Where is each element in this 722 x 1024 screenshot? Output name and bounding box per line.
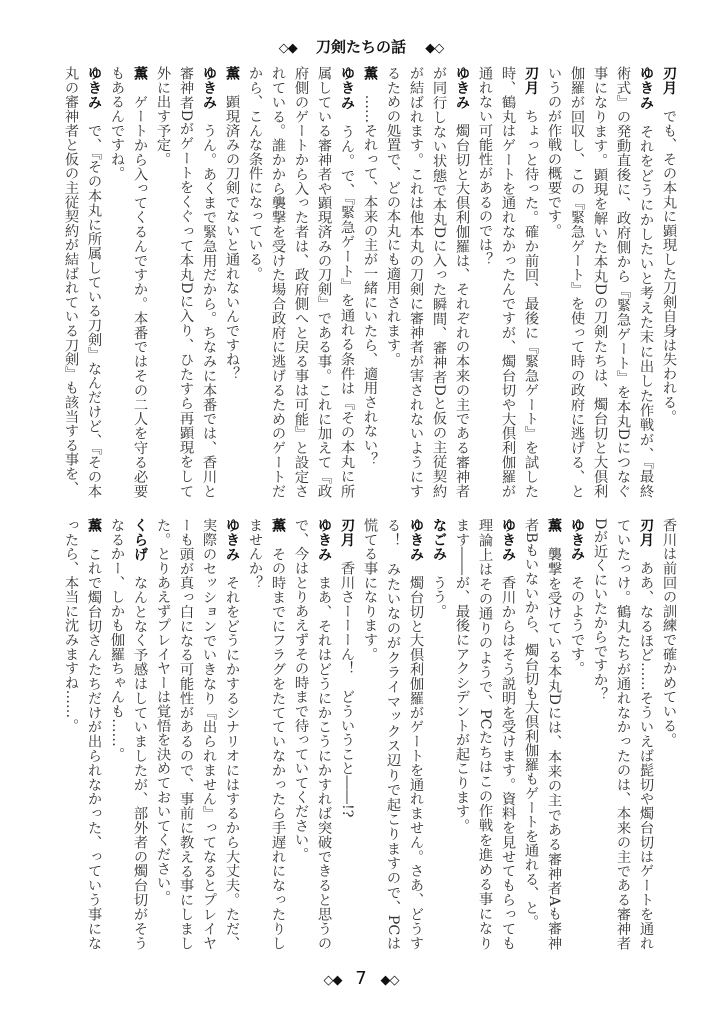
dialogue-line [243, 518, 289, 950]
dialogue-text: 香川からはそう説明を受けます。資料を見せてもらっても理論上はその通りのようで、PCたちはこの作戦を進める事になります――が、最後にアクシデントが起こります。 [454, 518, 516, 950]
speaker-name: 薫 [132, 66, 148, 81]
speaker-name: ゆきみ [638, 66, 654, 110]
dialogue-text: 顕現済みの刀剣でないと通れないんですね？ [224, 94, 240, 381]
speaker-name: 刃月 [339, 518, 355, 547]
diamond-ornament-right-icon: ◆◇ [380, 973, 399, 988]
diamond-ornament-left-icon: ◇◆ [278, 41, 297, 56]
dialogue-line [151, 518, 243, 950]
dialogue-text: ああ、なるほど……そういえば髭切や燭台切はゲートを通れていたっけ。鶴丸たちが通れなかったのは、本来の主である審神者Dが近くにいたからですか？ [592, 518, 654, 950]
dialogue-text: ……それって、本来の主が一緒にいたら、適用されない？ [362, 94, 378, 467]
dialogue-line [657, 518, 680, 950]
page-header [0, 36, 722, 57]
dialogue-block-bottom [50, 518, 680, 950]
dialogue-line [358, 66, 381, 498]
page-number: 7 [355, 968, 367, 989]
dialogue-line [657, 66, 680, 498]
dialogue-text: 香川は前回の訓練で確かめている。 [661, 518, 677, 747]
dialogue-text: それをどうにかしたいと考えた末に出した作戦が、『最終術式』の発動直後に、政府側から『緊急ゲート』を本丸Dにつなぐ事になります。顕現を解いた本丸Dの刀剣たちは、燭台切と大倶利伽羅が回収し、この『緊急ゲート』を使って時の政府に逃げる、というのが作戦の概要です。 [546, 66, 654, 499]
chapter-title: 刀剣たちの話 [315, 38, 406, 56]
dialogue-block-top [50, 66, 680, 498]
dialogue-text: うん。あくまで緊急用だから。ちなみに本番では、香川と審神者Dがゲートをくぐって本丸Dに入り、ひたすら再顕現をして外に出す予定。 [155, 66, 217, 498]
dialogue-line [105, 66, 151, 498]
dialogue-text: ゲートから入ってくるんですか。本番ではその二人を守る必要もあるんですね。 [109, 66, 148, 498]
dialogue-line [381, 66, 473, 498]
speaker-name: 刃月 [638, 518, 654, 547]
dialogue-line [220, 66, 243, 498]
speaker-name: ゆきみ [339, 66, 355, 110]
speaker-name: ゆきみ [316, 518, 332, 562]
dialogue-line [519, 518, 565, 950]
dialogue-line [473, 66, 542, 498]
dialogue-line [59, 518, 105, 950]
diamond-ornament-left-icon: ◇◆ [323, 973, 342, 988]
dialogue-line [565, 518, 588, 950]
speaker-name: ゆきみ [224, 518, 240, 562]
dialogue-text: でも、その本丸に顕現した刀剣自身は失われる。 [661, 108, 677, 424]
diamond-ornament-right-icon: ◆◇ [425, 41, 444, 56]
speaker-name: ゆきみ [86, 66, 102, 110]
speaker-name: ゆきみ [408, 518, 424, 562]
page-footer [0, 968, 722, 989]
speaker-name: なごみ [431, 518, 447, 561]
speaker-name: 薫 [270, 518, 286, 533]
dialogue-text: 香川さーーーん！ どういうこと――!? [339, 560, 355, 818]
dialogue-line [358, 518, 427, 950]
speaker-name: ゆきみ [201, 66, 217, 110]
speaker-name: 薫 [86, 518, 102, 533]
dialogue-text: うう。 [431, 575, 447, 619]
speaker-name: くらげ [132, 518, 148, 562]
dialogue-line [450, 518, 519, 950]
speaker-name: ゆきみ [454, 66, 470, 110]
dialogue-line [289, 518, 335, 950]
speaker-name: 薫 [224, 66, 240, 81]
speaker-name: 薫 [362, 66, 378, 81]
dialogue-text: まあ、それはどうにかこうにかすれば突破できると思うので、今はとりあえずその時まで待っていてください。 [293, 518, 332, 950]
speaker-name: ゆきみ [500, 518, 516, 562]
dialogue-text: 燭台切と大倶利伽羅は、それぞれの本来の主である審神者が同行しない状態で本丸Dに入った瞬間、審神者Dと仮の主従契約が結ばれます。これは他本丸の刀剣に審神者が害されないようにするための処置で、どの本丸にも適用されます。 [385, 66, 470, 498]
dialogue-line [105, 518, 151, 950]
dialogue-line [151, 66, 220, 498]
dialogue-line [59, 66, 105, 498]
dialogue-line [243, 66, 358, 498]
dialogue-line [427, 518, 450, 950]
dialogue-line [588, 518, 657, 950]
dialogue-text: で、『その本丸に所属している刀剣』なんだけど、『その本丸の審神者と仮の主従契約が結ばれている刀剣』も該当する事を、 [63, 66, 102, 498]
dialogue-text: なんとなく予感はしていましたが、部外者の燭台切がそうなるかー、しかも伽羅ちゃんも……。 [109, 518, 148, 950]
speaker-name: ゆきみ [569, 518, 585, 561]
dialogue-text: その時までにフラグをたてていなかったら手遅れになったりしませんか？ [247, 518, 286, 950]
dialogue-text: 襲撃を受けている本丸Dには、本来の主である審神者Aも審神者Bもいないから、燭台切も大倶利伽羅もゲートを通れる、と。 [523, 518, 562, 950]
dialogue-text: ちょっと待った。確か前回、最後に『緊急ゲート』を試した時、鶴丸はゲートを通れなかったんですが、燭台切や大倶利伽羅が通れない可能性があるのでは？ [477, 66, 539, 498]
dialogue-line [335, 518, 358, 950]
dialogue-text: これで燭台切さんたちだけが出られなかった、っていう事になったら、本当に沈みますね……。 [63, 518, 102, 950]
dialogue-text: 燭台切と大倶利伽羅がゲートを通れません。さあ、どうする！ みたいなのがクライマックス辺りで起こりますので、PCは慌てる事になります。 [362, 518, 424, 950]
speaker-name: 刃月 [523, 66, 539, 95]
dialogue-text: それをどうにかするシナリオにはするから大丈夫。ただ、実際のセッションでいきなり『出られません』ってなるとプレイヤーも頭が真っ白になる可能性があるので、事前に教える事にしました。とりあえずプレイヤーは覚悟を決めておいてください。 [155, 518, 240, 950]
dialogue-line [542, 66, 657, 498]
speaker-name: 薫 [546, 518, 562, 533]
speaker-name: 刃月 [661, 66, 677, 95]
dialogue-text: うん。で、『緊急ゲート』を通れる条件は『その本丸に所属している審神者や顕現済みの刀剣』である事。これに加えて『政府側のゲートから入った者は、政府側へと戻る事は可能』と設定されている。誰かから襲撃を受けた場合政府に逃げるためのゲートだから、こんな条件になっている。 [247, 66, 355, 499]
dialogue-text: そのようです。 [569, 575, 585, 676]
